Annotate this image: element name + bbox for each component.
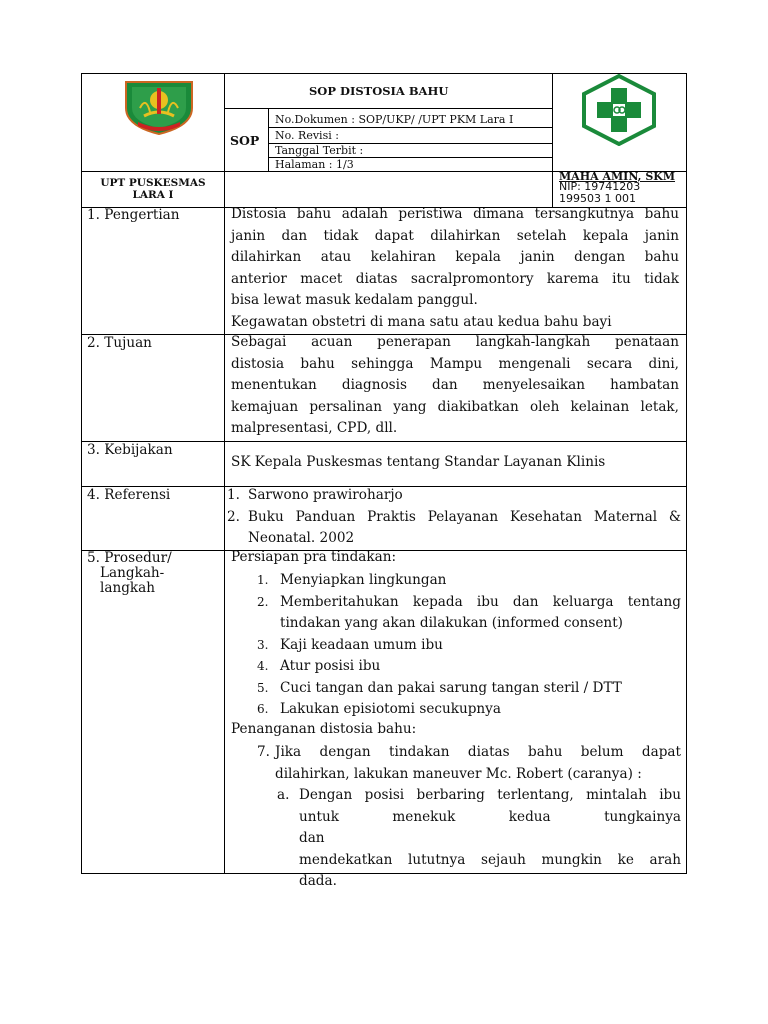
list-item (257, 699, 681, 721)
section-label-referensi: 4. Referensi (87, 487, 171, 503)
text-line: Sarwono prawiroharjo (248, 487, 403, 503)
text-line: dada. (299, 873, 337, 889)
step-7 (257, 742, 681, 785)
text-line: Cuci tangan dan pakai sarung tangan steril / DTT (280, 679, 622, 696)
list-number: 1. (227, 487, 240, 503)
text-line: Neonatal. 2002 (248, 530, 355, 546)
list-number: 1. (257, 573, 269, 587)
revision-field: No. Revisi : (275, 129, 339, 142)
section-label-prosedur: 5. Prosedur/ Langkah- langkah (87, 550, 172, 596)
text-line: Kegawatan obstetri di mana satu atau kedua bahu bayi (231, 313, 612, 330)
regional-emblem-logo (120, 78, 198, 136)
list-item (257, 635, 681, 657)
signer-name: MAHA AMIN, SKM (559, 170, 676, 183)
text-line: kemajuan persalinan yang diakibatkan oleh kelainan letak, (231, 398, 679, 415)
text-line: Kaji keadaan umum ibu (280, 636, 443, 653)
text-line: distosia bahu sehingga Mampu mengenali secara dini, (231, 355, 679, 372)
list-item (277, 785, 681, 893)
list-item (257, 742, 681, 785)
text-line: Memberitahukan kepada ibu dan keluarga tentang (280, 593, 681, 610)
health-service-logo (580, 74, 658, 146)
tujuan-text (231, 332, 679, 440)
pengertian-text (231, 204, 679, 333)
signer-nip: NIP: 19741203 199503 1 001 (559, 180, 641, 205)
text-line: Dengan posisi berbaring terlentang, mintalah ibu (299, 787, 681, 803)
institution-name: UPT PUSKESMAS LARA I (100, 177, 206, 201)
list-number: 2. (227, 508, 240, 525)
text-line: Sebagai acuan penerapan langkah-langkah penataan (231, 334, 679, 350)
text-line: janin dan tidak dapat dilahirkan setelah kepala janin (231, 227, 679, 244)
text-line: Menyiapkan lingkungan (280, 572, 447, 588)
list-item (257, 678, 681, 700)
doc-number-field: No.Dokumen : SOP/UKP/ /UPT PKM Lara I (275, 113, 514, 126)
list-number: 2. (257, 594, 269, 609)
list-item (227, 485, 681, 507)
list-number: 5. (257, 680, 269, 695)
text-line: bisa lewat masuk kedalam panggul. (231, 292, 478, 308)
prep-steps-list (257, 570, 681, 721)
text-line: tindakan yang akan dilakukan (informed consent) (280, 615, 623, 631)
prep-heading: Persiapan pra tindakan: (231, 549, 397, 565)
section-label-tujuan: 2. Tujuan (87, 335, 152, 351)
referensi-list (227, 485, 681, 550)
text-line: malpresentasi, CPD, dll. (231, 420, 398, 436)
text-line: dilahirkan atau kelahiran kepala janin dengan bahu (231, 249, 679, 265)
text-line: untuk menekuk kedua tungkainya dan (299, 808, 681, 846)
text-line: Jika dengan tindakan diatas bahu belum dapat (275, 744, 681, 760)
section-label-kebijakan: 3. Kebijakan (87, 442, 173, 458)
step-7a (277, 785, 681, 893)
text-line: dilahirkan, lakukan maneuver Mc. Robert (caranya) : (275, 765, 642, 782)
text-line: menentukan diagnosis dan menyelesaikan hambatan (231, 377, 679, 393)
list-number: 4. (257, 659, 269, 673)
list-number: a. (277, 787, 290, 803)
list-item (257, 592, 681, 635)
text-line: mendekatkan lututnya sejauh mungkin ke arah (299, 851, 681, 868)
document-title: SOP DISTOSIA BAHU (309, 84, 449, 98)
issue-date-field: Tanggal Terbit : (275, 144, 364, 157)
section-label-pengertian: 1. Pengertian (87, 207, 180, 223)
text-line: anterior macet diatas sacralpromontory karema itu tidak (231, 270, 679, 287)
page-field: Halaman : 1/3 (275, 158, 354, 171)
text-line: Lakukan episiotomi secukupnya (280, 701, 501, 717)
list-number: 3. (257, 637, 269, 652)
handling-heading: Penanganan distosia bahu: (231, 721, 417, 737)
list-number: 6. (257, 702, 269, 716)
kebijakan-text: SK Kepala Puskesmas tentang Standar Layanan Klinis (231, 454, 606, 470)
list-number: 7. (257, 744, 270, 760)
list-item (257, 656, 681, 678)
list-item (227, 507, 681, 550)
text-line: Buku Panduan Praktis Pelayanan Kesehatan Maternal & (248, 508, 681, 525)
sop-label: SOP (230, 133, 260, 148)
text-line: Distosia bahu adalah peristiwa dimana tersangkutnya bahu (231, 206, 679, 222)
text-line: Atur posisi ibu (280, 658, 381, 674)
list-item (257, 570, 681, 592)
